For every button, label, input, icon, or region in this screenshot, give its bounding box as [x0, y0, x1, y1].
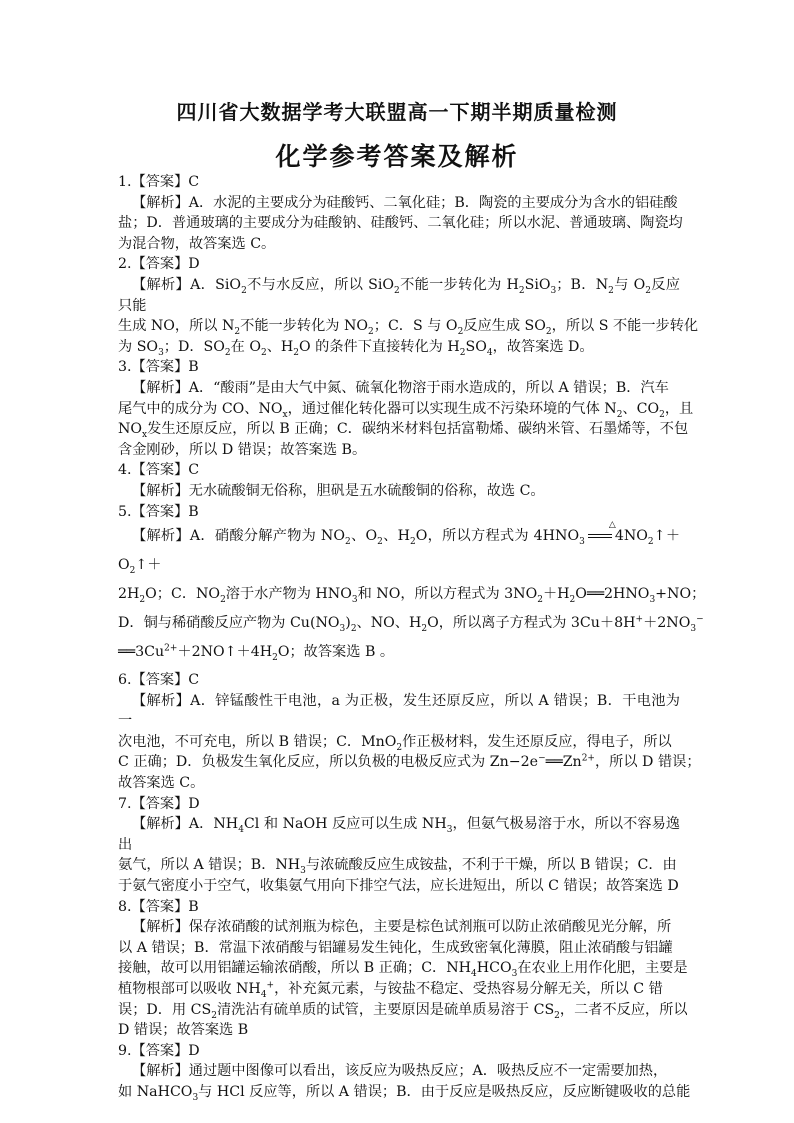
answer-9: 9.【答案】D: [118, 1042, 200, 1059]
explanation-1-line-2: 盐；D．普通玻璃的主要成分为硅酸钠、硅酸钙、二氧化硅；所以水泥、普通玻璃、陶瓷均: [118, 215, 683, 232]
answer-8: 8.【答案】B: [118, 898, 199, 915]
heat-triangle-icon: △: [608, 520, 616, 531]
explanation-8-line-1: 【解析】保存浓硝酸的试剂瓶为棕色，主要是棕色试剂瓶可以防止浓硝酸见光分解，所: [132, 919, 672, 936]
document-subtitle: 化学参考答案及解析: [275, 142, 519, 171]
explanation-6-line-2: 次电池，不可充电，所以 B 错误；C．MnO$_2$作正极材料，发生还原反应，得电子，所以: [118, 733, 672, 753]
explanation-8-line-6: D 错误；故答案选 B: [118, 1022, 249, 1039]
explanation-8-line-3: 接触，故可以用铝罐运输浓硝酸，所以 B 正确；C．$NH_4HCO_3$在农业上用作化肥，主要是: [118, 960, 688, 980]
explanation-3-line-2: 尾气中的成分为 CO、$NO_x$，通过催化转化器可以实现生成不污染环境的气体 $N_2$、$CO_2$，且: [118, 400, 694, 420]
explanation-3-line-3: $NO_x$发生还原反应，所以 B 正确；C．碳纳米材料包括富勒烯、碳纳米管、石墨烯等，不包: [118, 421, 689, 440]
explanation-5-line-2: $2H_2O$；C．$NO_2$溶于水产物为 $HNO_3$和 NO，所以方程式为 $3NO_2+H_2O══2HNO_3+NO$；: [118, 586, 706, 605]
heating-equals-sign: [587, 520, 616, 542]
explanation-3-line-1: 【解析】A．“酸雨”是由大气中氮、硫氧化物溶于雨水造成的，所以 A 错误；B．汽车: [132, 379, 669, 396]
explanation-1-line-1: 【解析】A．水泥的主要成分为硅酸钙、二氧化硅；B．陶瓷的主要成分为含水的铝硅酸: [132, 194, 678, 211]
explanation-7-line-2: 氨气，所以 A 错误；B．$NH_3$与浓硫酸反应生成铵盐，不利于干燥，所以 B 错误；C．由: [118, 857, 677, 877]
explanation-7-line-3: 于氨气密度小于空气，收集氨气用向下排空气法，应长进短出，所以 C 错误；故答案选 D: [118, 878, 679, 895]
explanation-1-line-3: 为混合物，故答案选 C。: [118, 235, 276, 252]
answer-3: 3.【答案】B: [118, 359, 199, 376]
explanation-6-line-4: 故答案选 C。: [118, 775, 205, 792]
explanation-9-line-2: 如 NaHCO$_3$与 HCl 反应等，所以 A 错误；B．由于反应是吸热反应，反应断键吸收的总能: [118, 1083, 691, 1103]
answer-4: 4.【答案】C: [118, 462, 200, 479]
explanation-6-line-1: 【解析】A．锌锰酸性干电池，a 为正极，发生还原反应，所以 A 错误；B．干电池为一: [118, 692, 680, 730]
answers-content: [118, 172, 706, 1103]
explanation-6-line-3: C 正确；D．负极发生氧化反应，所以负极的电极反应式为 $Zn-2e^-══Zn^{2+}$，所以 D 错误；: [118, 753, 701, 771]
answer-5: 5.【答案】B: [118, 503, 199, 520]
explanation-2-line-3: 为 $SO_3$；D．$SO_2$在 $O_2$、$H_2O$ 的条件下直接转化为 $H_2SO_4$，故答案选 D。: [118, 338, 594, 358]
answer-1: 1.【答案】C: [118, 174, 200, 190]
explanation-8-line-5: 误；D．用 $CS_2$清洗沾有硫单质的试管，主要原因是硫单质易溶于 $CS_2$，二者不反应，所以: [118, 1001, 688, 1021]
answer-7: 7.【答案】D: [118, 795, 200, 812]
explanation-5-line-3: D．铜与稀硝酸反应产物为 $Cu(NO_3)_2$、NO、$H_2O$，所以离子方程式为 $3Cu+8H^++2NO_3^-$: [118, 614, 704, 634]
explanation-5-line-1: 【解析】A．硝酸分解产物为 $NO_2$、$O_2$、$H_2O$，所以方程式为 $4HNO_3$ △ $4NO_2↑+O_2↑+$: [118, 520, 681, 576]
explanation-2-line-1: 【解析】A．SiO$_2$不与水反应，所以 SiO$_2$不能一步转化为 $H_2SiO_3$；B．$N_2$与 $O_2$反应只能: [118, 276, 680, 314]
answer-2: 2.【答案】D: [118, 256, 200, 273]
explanation-8-line-4: 植物根部可以吸收 $NH_4^+$，补充氮元素，与铵盐不稳定、受热容易分解无关，所以 C 错: [118, 980, 663, 1000]
document-title: 四川省大数据学考大联盟高一下期半期质量检测: [176, 100, 618, 124]
explanation-2-line-2: 生成 NO，所以 $N_2$不能一步转化为 $NO_2$；C．S 与 $O_2$反应生成 $SO_2$，所以 S 不能一步转化: [118, 318, 699, 337]
explanation-5-line-4: $══3Cu^{2+}+2NO↑+4H_2O$；故答案选 B 。: [118, 643, 395, 663]
explanation-9-line-1: 【解析】通过题中图像可以看出，该反应为吸热反应；A．吸热反应不一定需要加热，: [132, 1063, 668, 1080]
explanation-3-line-4: 含金刚砂，所以 D 错误；故答案选 B。: [118, 441, 367, 458]
explanation-7-line-1: 【解析】A．$NH_4Cl$ 和 NaOH 反应可以生成 $NH_3$，但氨气极易溶于水，所以不容易逸出: [118, 816, 680, 853]
explanation-4: 【解析】无水硫酸铜无俗称，胆矾是五水硫酸铜的俗称，故选 C。: [132, 482, 545, 499]
explanation-8-line-2: 以 A 错误；B．常温下浓硝酸与铝罐易发生钝化，生成致密氧化薄膜，阻止浓硝酸与铝罐: [118, 939, 673, 956]
answer-6: 6.【答案】C: [118, 672, 200, 689]
